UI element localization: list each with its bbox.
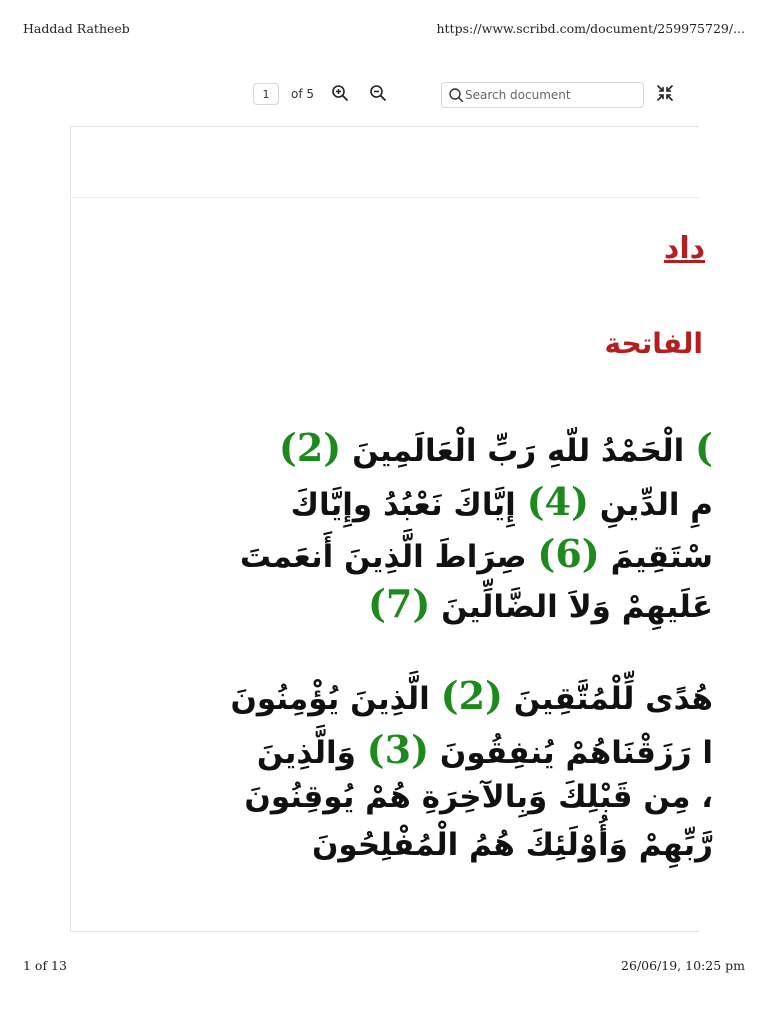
print-header-left: Haddad Ratheeb — [23, 21, 130, 36]
verse-text: الْحَمْدُ للّهِ رَبِّ الْعَالَمِينَ — [352, 433, 685, 469]
verse-text: إِيَّاكَ نَعْبُدُ وإِيَّاكَ — [290, 487, 516, 523]
print-footer-timestamp: 26/06/19, 10:25 pm — [621, 958, 745, 973]
verse-line — [291, 479, 713, 524]
page-count-label: of 5 — [291, 87, 315, 101]
verse-text: ، مِن قَبْلِكَ وَبِالآخِرَةِ هُمْ يُوقِنُونَ — [244, 779, 713, 815]
verse-line — [312, 827, 713, 863]
verse-text: هُدًى لِّلْمُتَّقِينَ — [513, 681, 713, 717]
verse-number: (2) — [440, 673, 503, 718]
document-toolbar — [0, 78, 768, 114]
sura-heading: الفاتحة — [604, 327, 703, 360]
verse-line — [279, 425, 713, 470]
verse-text: عَلَيهِمْ وَلاَ الضَّالِّينَ — [441, 589, 713, 625]
page-number-input[interactable] — [253, 83, 279, 105]
collapse-button[interactable] — [655, 83, 675, 103]
search-icon — [448, 87, 464, 103]
verse-text: مِ الدِّينِ — [599, 487, 713, 523]
verse-number: (6) — [537, 531, 600, 576]
search-input[interactable] — [465, 86, 637, 104]
document-title: داد — [663, 231, 705, 266]
zoom-in-button[interactable] — [330, 83, 350, 103]
verse-number: (7) — [367, 581, 431, 626]
verse-line — [257, 727, 713, 772]
verse-number: (4) — [526, 479, 589, 524]
verse-line — [230, 673, 713, 718]
verse-number: ( — [695, 425, 713, 470]
verse-number: (2) — [278, 425, 342, 470]
verse-text: الَّذِينَ يُؤْمِنُونَ — [230, 681, 430, 717]
zoom-out-button[interactable] — [368, 83, 388, 103]
verse-text: ا رَزَقْنَاهُمْ يُنفِقُونَ — [439, 735, 713, 771]
document-page — [70, 126, 713, 932]
page-header-band — [71, 127, 699, 198]
zoom-out-icon — [369, 84, 387, 102]
print-footer-page-count: 1 of 13 — [23, 958, 67, 973]
verse-number: (3) — [366, 727, 430, 772]
zoom-in-icon — [331, 84, 349, 102]
verse-text: سْتَقِيمَ — [610, 539, 713, 575]
verse-text: صِرَاطَ الَّذِينَ أَنعَمتَ — [239, 539, 527, 575]
verse-text: وَالَّذِينَ — [256, 735, 356, 771]
search-box[interactable] — [441, 82, 644, 108]
verse-line — [244, 779, 713, 815]
verse-line — [368, 581, 713, 626]
print-header-url: https://www.scribd.com/document/259975729/... — [436, 21, 745, 36]
verse-text: رَّبِّهِمْ وَأُوْلَئِكَ هُمُ الْمُفْلِحُونَ — [311, 827, 713, 863]
collapse-icon — [657, 85, 673, 101]
verse-line — [240, 531, 713, 576]
